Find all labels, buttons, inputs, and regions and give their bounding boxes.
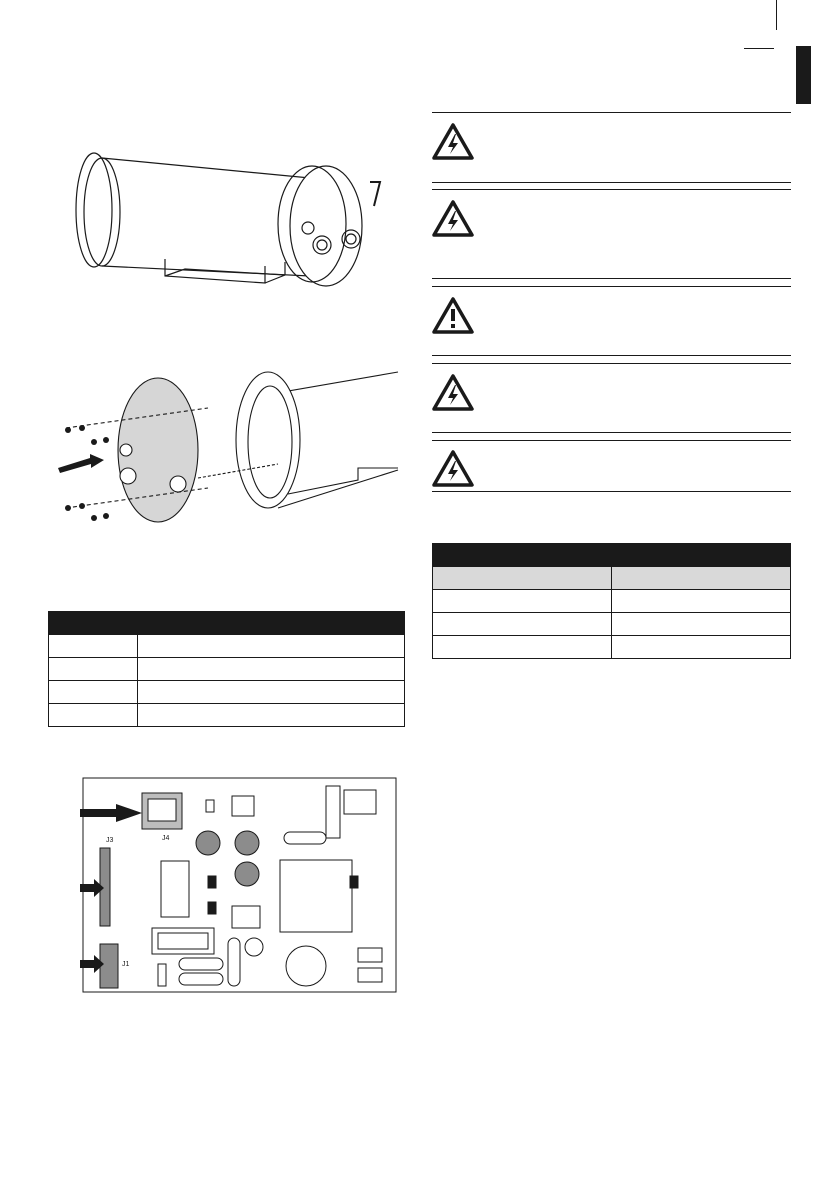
warning-rule-bottom [432,182,791,183]
warning-rule-top [432,363,791,364]
table-row [433,590,791,613]
table-cell [433,567,612,590]
table-cell [612,636,791,659]
warning-block-5 [432,440,791,492]
table-row [49,681,405,704]
electric-shock-warning-icon [432,123,474,160]
warning-rule-bottom [432,491,791,492]
table-cell [49,681,138,704]
table-row [49,635,405,658]
table-cell [138,681,405,704]
right-table-header-cell [612,544,791,567]
table-cell [612,590,791,613]
table-row [433,636,791,659]
left-table-header-cell [138,612,405,635]
left-spec-table [48,611,405,727]
warning-rule-bottom [432,355,791,356]
table-row [49,704,405,727]
warning-block-4 [432,363,791,434]
table-row [49,658,405,681]
crop-mark-vertical [776,0,777,30]
housing-closed-illustration [60,148,400,293]
table-cell [49,635,138,658]
housing-opening-illustration [58,368,403,528]
right-table-header-cell [433,544,612,567]
right-spec-table [432,543,791,659]
table-cell [612,567,791,590]
table-row [433,613,791,636]
table-cell [49,704,138,727]
warning-block-2 [432,189,791,280]
table-cell [138,658,405,681]
warning-rule-bottom [432,278,791,279]
electric-shock-warning-icon [432,374,474,411]
crop-mark-horizontal [744,48,774,49]
table-cell [433,590,612,613]
warning-rule-top [432,112,791,113]
warning-rule-bottom [432,432,791,433]
connector-label-j3: J3 [106,837,114,844]
language-side-tab [796,46,811,104]
electric-shock-warning-icon [432,450,474,487]
left-table-header-cell [49,612,138,635]
right-table-subheader [433,567,791,590]
circuit-board-illustration [76,776,398,994]
table-cell [49,658,138,681]
warning-rule-top [432,440,791,441]
warning-block-3 [432,286,791,357]
warning-rule-top [432,189,791,190]
table-cell [433,636,612,659]
right-table-header [433,544,791,567]
left-table-header [49,612,405,635]
table-cell [138,635,405,658]
table-cell [138,704,405,727]
warning-rule-top [432,286,791,287]
connector-label-j1: J1 [122,961,130,968]
table-cell [612,613,791,636]
electric-shock-warning-icon [432,200,474,237]
warning-block-1 [432,112,791,184]
connector-label-j4: J4 [162,835,170,842]
general-warning-icon [432,297,474,334]
table-cell [433,613,612,636]
